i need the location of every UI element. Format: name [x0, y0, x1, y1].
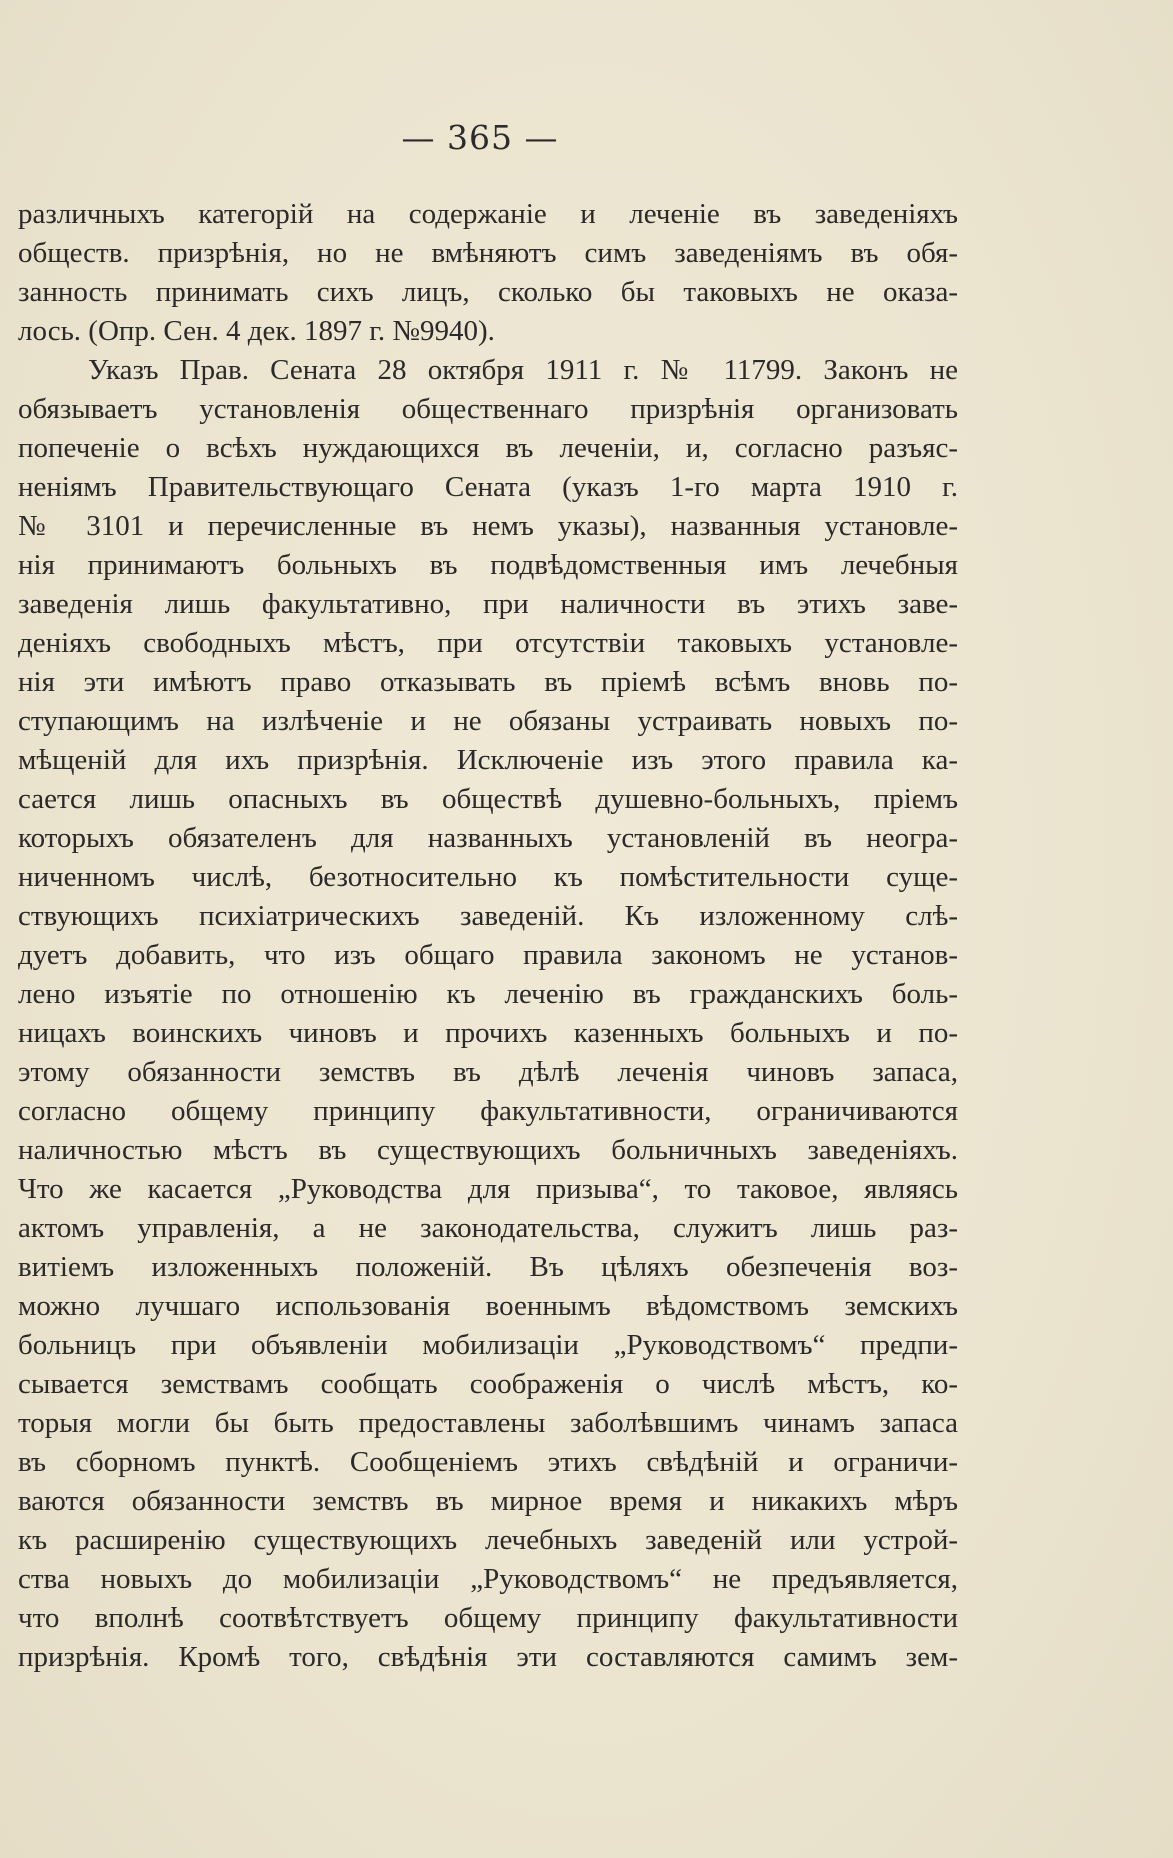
text-line: что вполнѣ соотвѣтствуетъ общему принципу факультативности: [18, 1602, 958, 1634]
text-line: къ расширенію существующихъ лечебныхъ заведеній или устрой-: [18, 1524, 958, 1556]
text-line: которыхъ обязателенъ для названныхъ установленій въ неогра-: [18, 822, 958, 854]
text-line: заведенія лишь факультативно, при наличности въ этихъ заве-: [18, 588, 958, 620]
text-line: ницахъ воинскихъ чиновъ и прочихъ казенныхъ больныхъ и по-: [18, 1017, 958, 1049]
text-line: можно лучшаго использованія военнымъ вѣдомствомъ земскихъ: [18, 1290, 958, 1322]
text-line: торыя могли бы быть предоставлены заболѣвшимъ чинамъ запаса: [18, 1407, 958, 1439]
text-line: наличностью мѣстъ въ существующихъ больничныхъ заведеніяхъ.: [18, 1134, 958, 1166]
paragraph-1: [18, 195, 958, 351]
text-line: ниченномъ числѣ, безотносительно къ помѣстительности суще-: [18, 861, 958, 893]
text-line: ступающимъ на излѣченіе и не обязаны устраивать новыхъ по-: [18, 705, 958, 737]
text-line: сывается земствамъ сообщать соображенія о числѣ мѣстъ, ко-: [18, 1368, 958, 1400]
page-number: — 365 —: [401, 118, 559, 157]
text-line: ваются обязанности земствъ въ мирное время и никакихъ мѣръ: [18, 1485, 958, 1517]
body-text: [18, 195, 958, 1677]
text-line: обществ. призрѣнія, но не вмѣняютъ симъ заведеніямъ въ обя-: [18, 237, 958, 269]
text-line: лось. (Опр. Сен. 4 дек. 1897 г. №9940).: [18, 315, 495, 347]
text-line: въ сборномъ пунктѣ. Сообщеніемъ этихъ свѣдѣній и ограничи-: [18, 1446, 958, 1478]
text-line: согласно общему принципу факультативности, ограничиваются: [18, 1095, 958, 1127]
text-line: актомъ управленія, а не законодательства, служитъ лишь раз-: [18, 1212, 958, 1244]
text-line: лено изъятіе по отношенію къ леченію въ гражданскихъ боль-: [18, 978, 958, 1010]
paragraph-2: [18, 351, 958, 1677]
text-line: мѣщеній для ихъ призрѣнія. Исключеніе изъ этого правила ка-: [18, 744, 958, 776]
text-line: неніямъ Правительствующаго Сената (указъ 1-го марта 1910 г.: [18, 471, 958, 503]
text-line: ства новыхъ до мобилизаціи „Руководствомъ“ не предъявляется,: [18, 1563, 958, 1595]
text-line: № 3101 и перечисленные въ немъ указы), названныя установле-: [18, 510, 958, 542]
text-line: призрѣнія. Кромѣ того, свѣдѣнія эти составляются самимъ зем-: [18, 1641, 958, 1673]
text-line: сается лишь опасныхъ въ обществѣ душевно-больныхъ, пріемъ: [18, 783, 958, 815]
text-line: попеченіе о всѣхъ нуждающихся въ леченіи, и, согласно разъяс-: [18, 432, 958, 464]
text-line: обязываетъ установленія общественнаго призрѣнія организовать: [18, 393, 958, 425]
text-line: Что же касается „Руководства для призыва“, то таковое, являясь: [18, 1173, 958, 1205]
text-line: этому обязанности земствъ въ дѣлѣ леченія чиновъ запаса,: [18, 1056, 958, 1088]
text-line: ствующихъ психіатрическихъ заведеній. Къ изложенному слѣ-: [18, 900, 958, 932]
text-line: больницъ при объявленіи мобилизаціи „Руководствомъ“ предпи-: [18, 1329, 958, 1361]
text-line: витіемъ изложенныхъ положеній. Въ цѣляхъ обезпеченія воз-: [18, 1251, 958, 1283]
text-line: деніяхъ свободныхъ мѣстъ, при отсутствіи таковыхъ установле-: [18, 627, 958, 659]
text-line: дуетъ добавить, что изъ общаго правила закономъ не установ-: [18, 939, 958, 971]
text-line: Указъ Прав. Сената 28 октября 1911 г. № 11799. Законъ не: [88, 354, 958, 386]
text-line: различныхъ категорій на содержаніе и леченіе въ заведеніяхъ: [18, 198, 958, 230]
text-line: нія принимаютъ больныхъ въ подвѣдомственныя имъ лечебныя: [18, 549, 958, 581]
text-line: занность принимать сихъ лицъ, сколько бы таковыхъ не оказа-: [18, 276, 958, 308]
text-line: нія эти имѣютъ право отказывать въ пріемѣ всѣмъ вновь по-: [18, 666, 958, 698]
